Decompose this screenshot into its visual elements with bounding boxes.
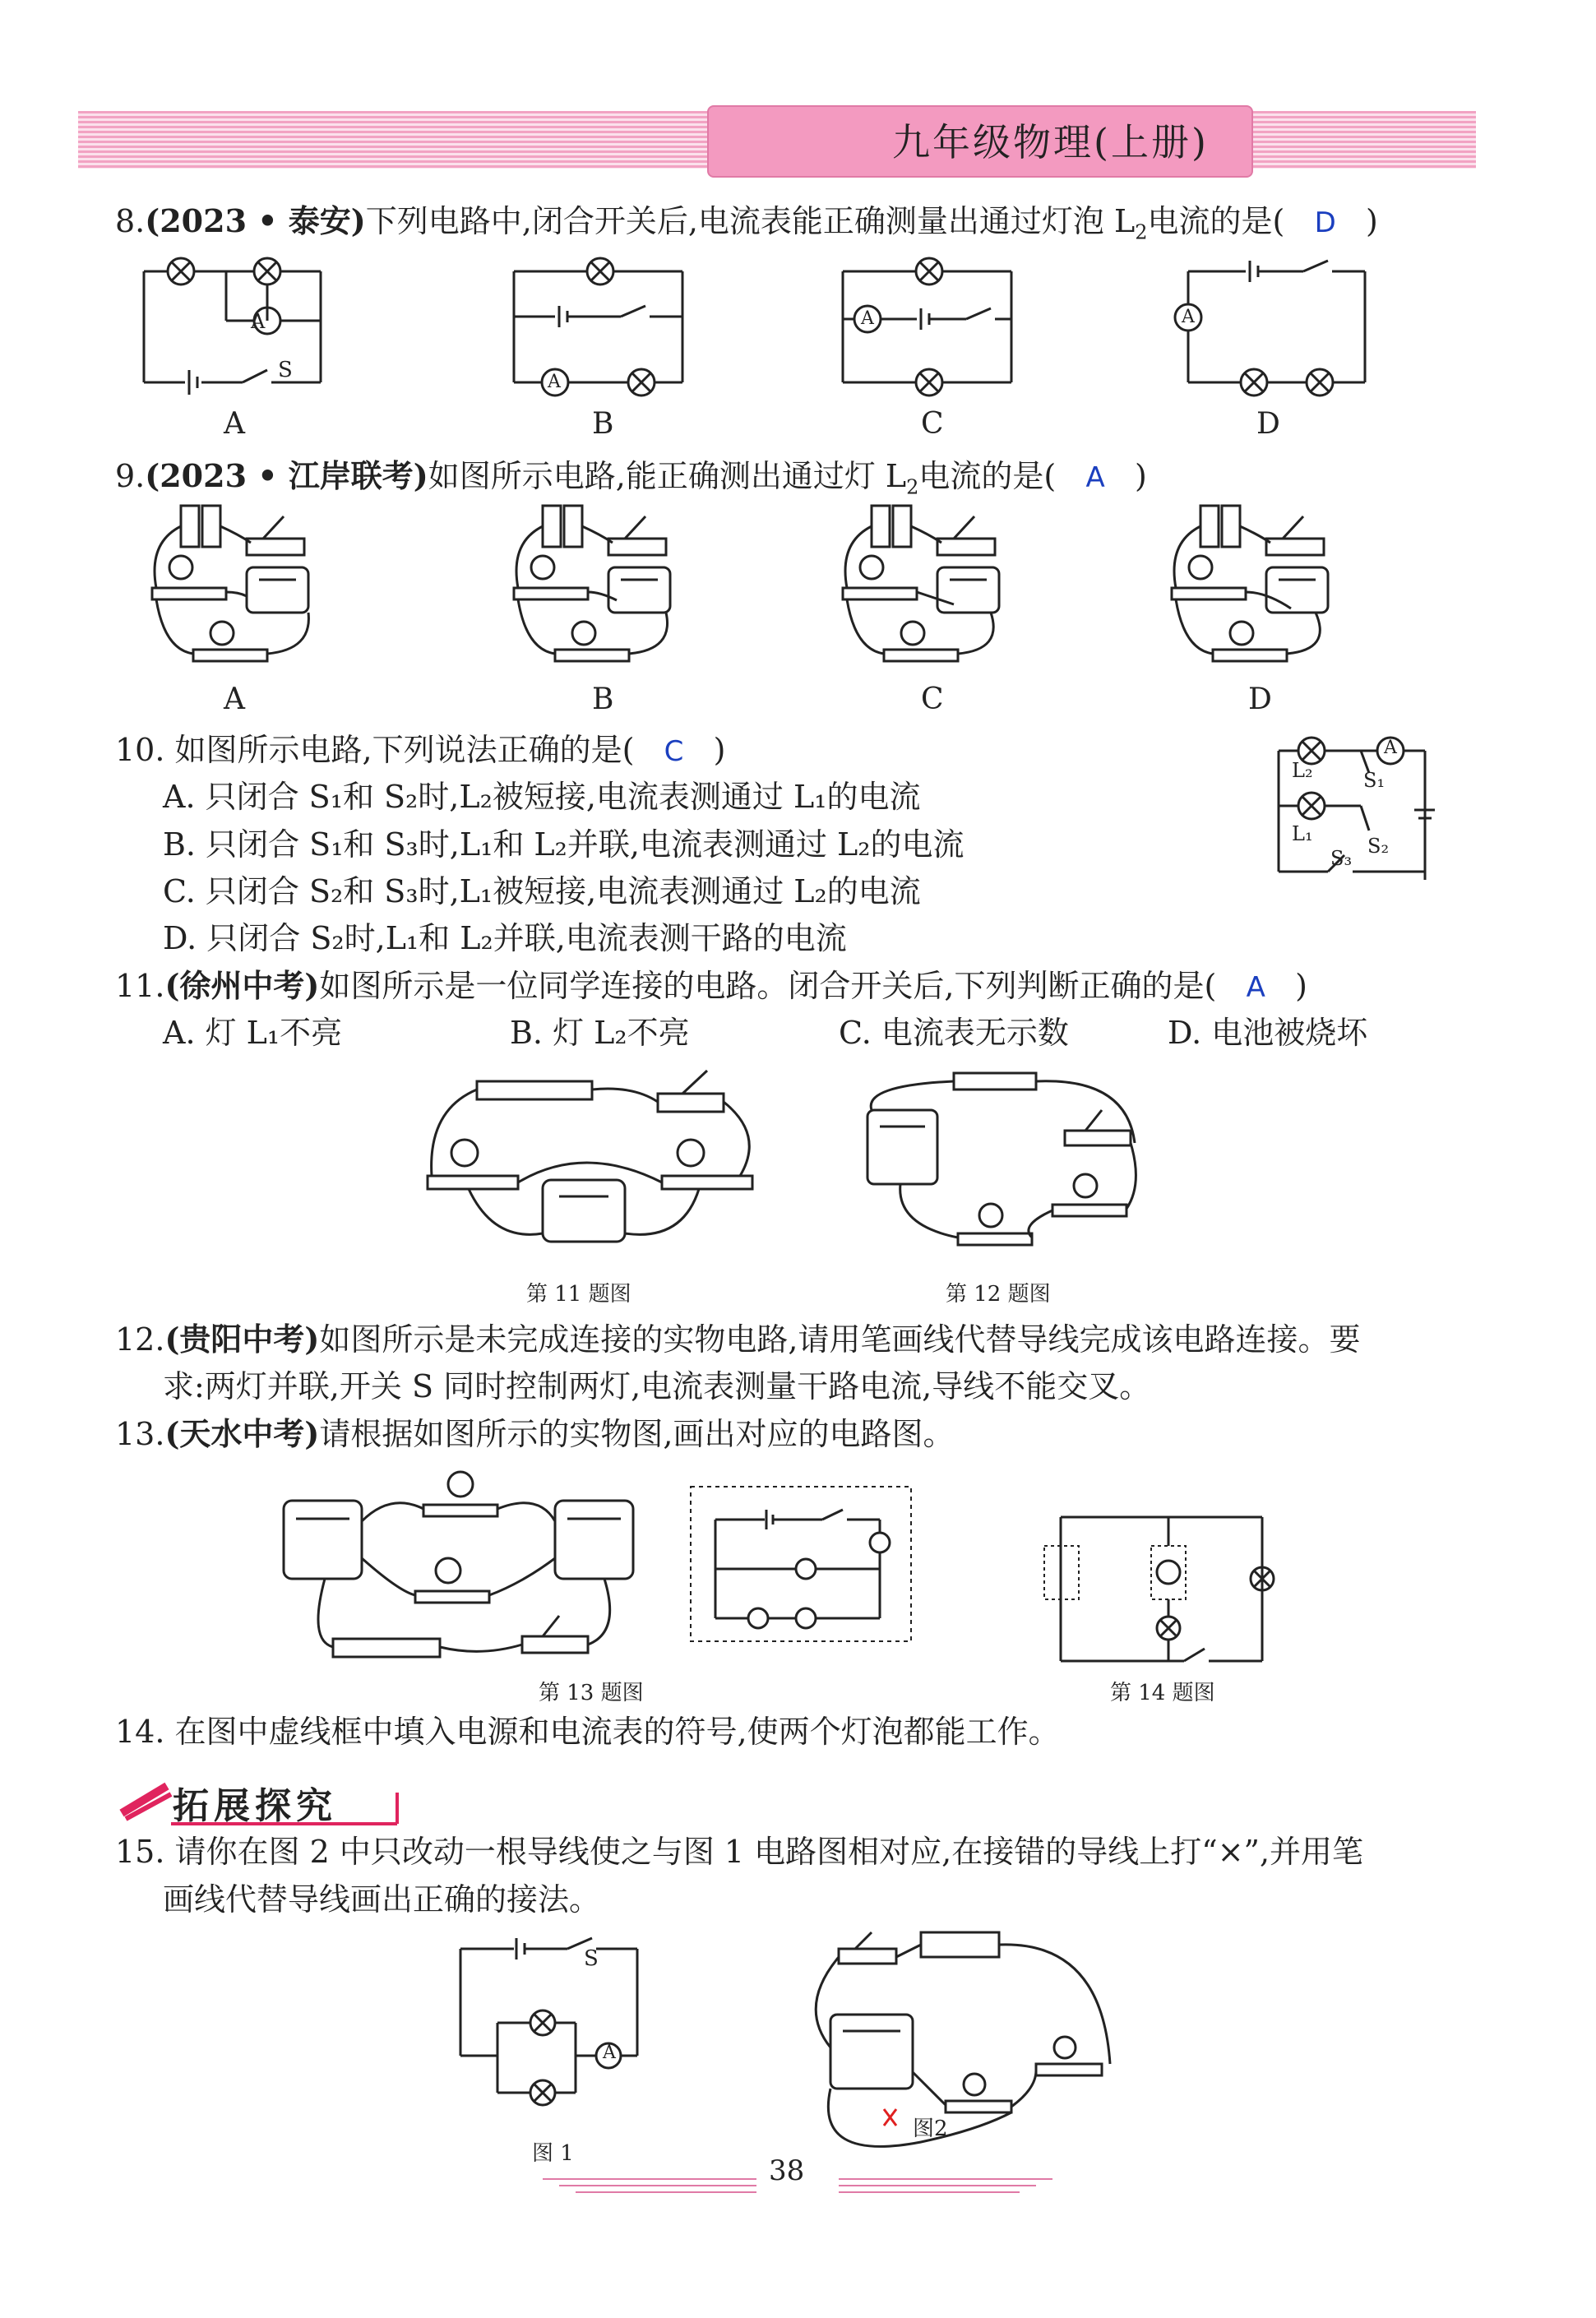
q10-s2-label: S₂ [1367, 835, 1390, 858]
q11-option-d: D. 电池被烧坏 [1168, 1015, 1368, 1051]
q8-d-ammeter-label: A [1182, 307, 1195, 327]
q10-option-a: A. 只闭合 S₁和 S₂时,L₂被短接,电流表测通过 L₁的电流 [163, 779, 921, 815]
q11-option-b: B. 灯 L₂不亮 [510, 1015, 690, 1051]
question-13: 13.(天水中考)请根据如图所示的实物图,画出对应的电路图。 [115, 1415, 955, 1452]
question-15-line2: 画线代替导线画出正确的接法。 [163, 1881, 601, 1918]
q11-option-c: C. 电流表无示数 [839, 1015, 1069, 1051]
q11-option-a: A. 灯 L₁不亮 [163, 1015, 343, 1051]
q8-option-a: A [224, 407, 245, 441]
page-header-title: 九年级物理(上册) [892, 120, 1209, 164]
question-10: 10. 如图所示电路,下列说法正确的是( C ) [115, 732, 726, 768]
q8-a-switch-label: S [278, 358, 293, 382]
q10-circuit [1279, 736, 1435, 880]
q10-option-c: C. 只闭合 S₂和 S₃时,L₁被短接,电流表测通过 L₂的电流 [163, 873, 921, 909]
answer-9: A [1085, 461, 1105, 494]
section-title: 拓展探究 [173, 1785, 337, 1827]
q9-option-d: D [1248, 682, 1272, 716]
fig11-physical-circuit [419, 1061, 765, 1258]
q8-option-c: C [921, 407, 944, 441]
answer-8: D [1314, 206, 1336, 239]
question-11: 11.(徐州中考)如图所示是一位同学连接的电路。闭合开关后,下列判断正确的是( A ) [115, 967, 1307, 1004]
answer-11: A [1246, 971, 1265, 1004]
fig2-physical-circuit [814, 1924, 1118, 2158]
fig2-caption: 图2 [913, 2117, 948, 2141]
fig14-caption: 第 14 题图 [1110, 1681, 1215, 1705]
question-12-line2: 求:两灯并联,开关 S 同时控制两灯,电流表测量干路电流,导线不能交叉。 [163, 1368, 1151, 1404]
q10-ammeter-label: A [1384, 738, 1397, 758]
q10-option-d: D. 只闭合 S₂时,L₁和 L₂并联,电流表测干路的电流 [163, 920, 847, 956]
q8-option-b: B [592, 407, 614, 441]
q8-b-ammeter-label: A [548, 372, 561, 392]
q9-circuit-b [510, 502, 691, 674]
q9-circuit-a [148, 502, 329, 674]
fig14-circuit [1040, 1513, 1266, 1665]
fig1-ammeter-label: A [603, 2043, 616, 2063]
fig1-switch-label: S [584, 1946, 599, 1971]
fig13-caption: 第 13 题图 [539, 1681, 644, 1705]
question-14: 14. 在图中虚线框中填入电源和电流表的符号,使两个灯泡都能工作。 [115, 1714, 1060, 1750]
fig13-physical-circuit [275, 1460, 645, 1669]
q10-l2-label: L₂ [1292, 759, 1313, 782]
fig12-physical-circuit [855, 1061, 1151, 1258]
q10-s3-label: S₃ [1330, 847, 1353, 870]
q13-answer-schematic [691, 1487, 913, 1643]
q8-circuit-d [1188, 255, 1369, 395]
question-8: 8.(2023 • 泰安)下列电路中,闭合开关后,电流表能正确测量出通过灯泡 $L_2$电流的是( D ) [115, 202, 1378, 244]
q8-option-d: D [1256, 407, 1280, 441]
q9-option-c: C [921, 682, 944, 716]
q10-s1-label: S₁ [1363, 769, 1386, 792]
q10-l1-label: L₁ [1292, 822, 1313, 845]
q9-circuit-d [1168, 502, 1349, 674]
q9-option-b: B [592, 682, 614, 716]
fig1-caption: 图 1 [532, 2141, 574, 2166]
answer-10: C [664, 735, 684, 768]
question-15: 15. 请你在图 2 中只改动一根导线使之与图 1 电路图相对应,在接错的导线上打“×”,并用笔 [115, 1834, 1364, 1870]
fig11-caption: 第 11 题图 [526, 1282, 631, 1307]
q10-option-b: B. 只闭合 S₁和 S₃时,L₁和 L₂并联,电流表测通过 L₂的电流 [163, 826, 965, 863]
q9-circuit-c [839, 502, 1020, 674]
page-number: 38 [769, 2154, 805, 2187]
question-9: 9.(2023 • 江岸联考)如图所示电路,能正确测出通过灯 $L_2$电流的是( A ) [115, 457, 1147, 499]
q8-circuit-b [514, 255, 687, 395]
q8-c-ammeter-label: A [861, 308, 874, 329]
q8-a-ammeter-label: A [251, 310, 266, 333]
q8-circuit-a [144, 255, 333, 395]
q9-option-a: A [224, 682, 245, 716]
fig12-caption: 第 12 题图 [946, 1282, 1051, 1307]
question-12: 12.(贵阳中考)如图所示是未完成连接的实物电路,请用笔画线代替导线完成该电路连接。要 [115, 1321, 1361, 1358]
fig1-schematic [460, 1941, 641, 2105]
